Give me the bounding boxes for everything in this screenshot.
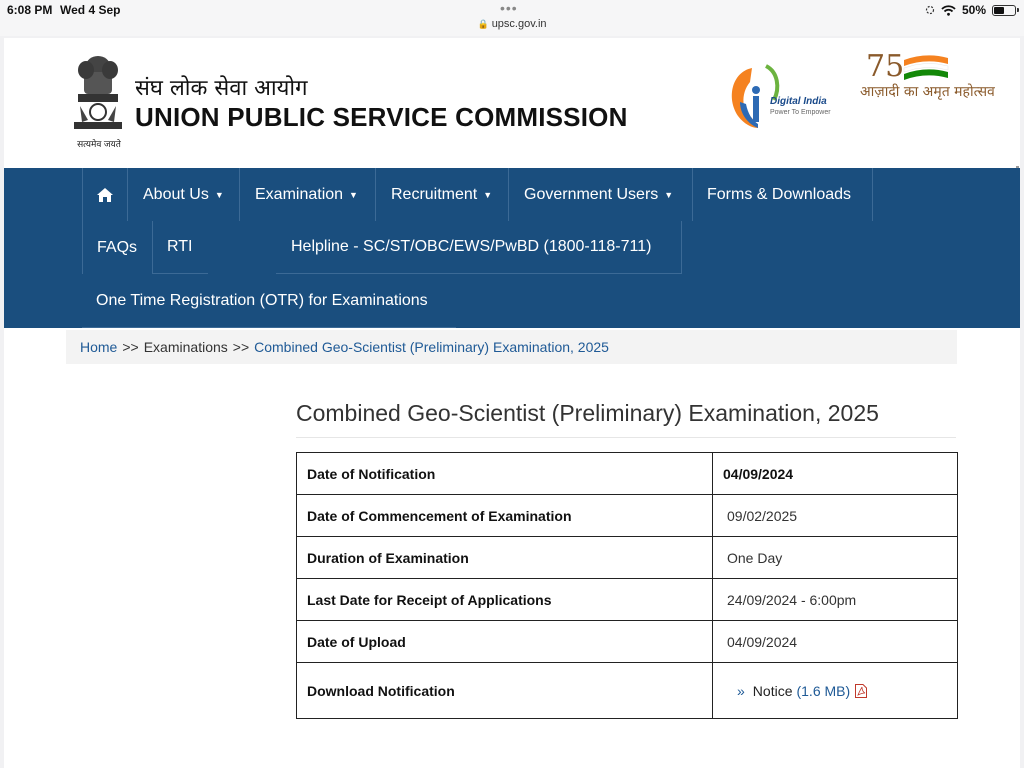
svg-text:75: 75 <box>866 49 905 84</box>
row-label: Last Date for Receipt of Applications <box>297 579 713 621</box>
orientation-lock-icon <box>925 5 935 15</box>
digital-india-title: Digital India <box>770 96 827 107</box>
status-bar <box>0 0 1024 20</box>
row-label: Date of Notification <box>297 453 713 495</box>
row-value: 24/09/2024 - 6:00pm <box>713 579 958 621</box>
status-date: Wed 4 Sep <box>60 3 121 17</box>
nav-helpline-label: Helpline - SC/ST/OBC/EWS/PwBD (1800-118-711) <box>291 238 652 255</box>
nav-home[interactable] <box>82 168 128 221</box>
battery-fill <box>994 7 1004 14</box>
digital-india-tagline: Power To Empower <box>770 109 831 116</box>
table-row <box>297 453 958 495</box>
table-row <box>297 537 958 579</box>
bullet: » <box>737 682 745 699</box>
nav-about-us[interactable] <box>128 168 240 221</box>
multitasking-dots[interactable]: ••• <box>500 0 518 16</box>
breadcrumb-separator: >> <box>122 339 139 355</box>
breadcrumb-section: Examinations <box>143 339 228 355</box>
web-page <box>4 38 1020 768</box>
row-label: Download Notification <box>297 663 713 719</box>
notice-size-link[interactable]: (1.6 MB) <box>796 682 851 699</box>
breadcrumb-separator: >> <box>232 339 250 355</box>
azadi-text: आज़ादी का अमृत महोत्सव <box>860 84 995 100</box>
nav-forms-downloads-label: Forms & Downloads <box>707 185 852 203</box>
row-label: Date of Commencement of Examination <box>297 495 713 537</box>
emblem-motto: सत्यमेव जयते <box>77 139 121 149</box>
nav-faqs-label: FAQs <box>97 238 138 256</box>
caret-down-icon: ▼ <box>349 189 358 200</box>
download-cell <box>713 663 958 719</box>
nav-recruitment-label: Recruitment <box>391 185 478 203</box>
azadi-ka-amrit-mahotsav-logo-icon[interactable] <box>856 46 966 116</box>
nav-otr-label: One Time Registration (OTR) for Examinations <box>96 291 428 309</box>
row-value: 09/02/2025 <box>713 495 958 537</box>
national-emblem-icon[interactable] <box>68 50 128 148</box>
main-navigation <box>4 168 1020 328</box>
nav-recruitment[interactable] <box>376 168 509 221</box>
status-right <box>925 3 1016 17</box>
nav-rti-label: RTI <box>167 238 193 255</box>
exam-details-table <box>296 452 958 719</box>
table-row <box>297 495 958 537</box>
pdf-icon[interactable] <box>855 684 867 698</box>
lock-icon: 🔒 <box>477 19 489 29</box>
nav-helpline[interactable] <box>276 221 682 274</box>
nav-rti[interactable] <box>153 221 208 274</box>
nav-faqs[interactable] <box>82 221 153 274</box>
download-line <box>727 683 947 699</box>
battery-percent: 50% <box>961 3 986 17</box>
org-name-hindi[interactable]: संघ लोक सेवा आयोग <box>135 76 308 101</box>
battery-icon <box>992 5 1016 16</box>
home-icon <box>97 188 113 202</box>
nav-examination[interactable] <box>240 168 376 221</box>
caret-down-icon: ▼ <box>214 189 224 200</box>
site-header <box>4 38 1020 166</box>
nav-forms-downloads[interactable] <box>693 168 873 221</box>
nav-government-users-label: Government Users <box>524 185 659 203</box>
table-row <box>297 621 958 663</box>
caret-down-icon: ▼ <box>664 189 674 200</box>
nav-examination-label: Examination <box>255 185 344 203</box>
address-url[interactable]: upsc.gov.in <box>491 18 547 30</box>
breadcrumb-home-link[interactable]: Home <box>80 339 118 355</box>
org-name-english[interactable]: UNION PUBLIC SERVICE COMMISSION <box>135 102 628 132</box>
address-bar[interactable] <box>0 18 1024 36</box>
row-value: 04/09/2024 <box>713 453 958 495</box>
caret-down-icon: ▼ <box>483 189 493 200</box>
row-label: Duration of Examination <box>297 537 713 579</box>
nav-about-us-label: About Us <box>143 185 209 203</box>
breadcrumb-current-link[interactable]: Combined Geo-Scientist (Preliminary) Examination, 2025 <box>254 339 609 355</box>
row-label: Date of Upload <box>297 621 713 663</box>
nav-otr[interactable] <box>82 274 456 328</box>
row-value: 04/09/2024 <box>713 621 958 663</box>
table-row <box>297 663 958 719</box>
wifi-icon <box>941 5 956 16</box>
page-title: Combined Geo-Scientist (Preliminary) Examination, 2025 <box>296 400 956 438</box>
status-time: 6:08 PM <box>7 3 53 17</box>
breadcrumb <box>66 330 957 364</box>
row-value: One Day <box>713 537 958 579</box>
notice-link[interactable]: Notice <box>752 682 793 699</box>
table-row <box>297 579 958 621</box>
nav-government-users[interactable] <box>509 168 693 221</box>
